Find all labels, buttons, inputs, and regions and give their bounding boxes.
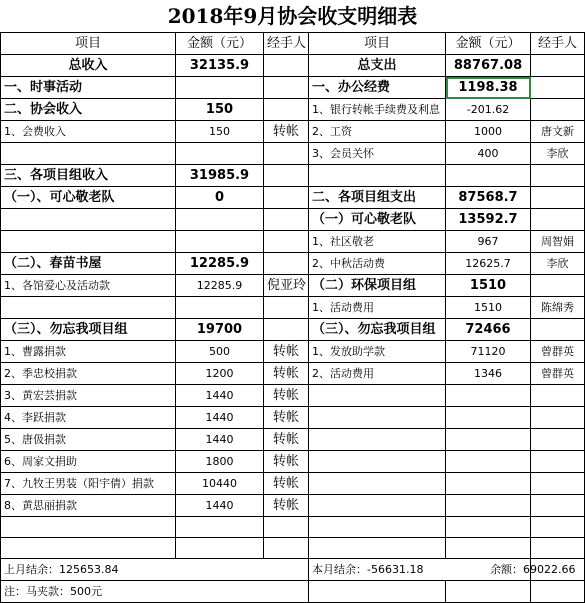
table-cell[interactable]: 1、各馆爱心及活动款 (1, 275, 176, 297)
table-cell[interactable]: 1、活动费用 (309, 297, 446, 319)
table-cell[interactable]: 6、周家文捐助 (1, 451, 176, 473)
empty-cell[interactable] (446, 538, 531, 559)
empty-cell[interactable] (531, 538, 585, 559)
note-row (1, 581, 585, 603)
empty-cell[interactable] (264, 297, 309, 319)
table-cell[interactable]: （二）、春苗书屋 (1, 253, 176, 275)
table-cell[interactable]: 1510 (446, 297, 531, 319)
empty-cell[interactable] (531, 55, 585, 77)
table-row (1, 77, 585, 99)
table-cell[interactable]: 2、季忠校捐款 (1, 363, 176, 385)
empty-cell[interactable] (264, 517, 309, 538)
table-cell[interactable]: （二）环保项目组 (309, 275, 446, 297)
empty-cell[interactable] (1, 231, 176, 253)
table-cell[interactable]: 12625.7 (446, 253, 531, 275)
table-cell[interactable]: 二、协会收入 (1, 99, 176, 121)
table-row (1, 407, 585, 429)
header-row (1, 33, 585, 55)
header-cell[interactable]: 经手人 (264, 33, 309, 55)
table-cell[interactable]: 71120 (446, 341, 531, 363)
table-cell[interactable]: 转帐 (264, 473, 309, 495)
empty-cell[interactable] (309, 581, 446, 603)
table-cell[interactable]: 总收入 (1, 55, 176, 77)
note-cell[interactable]: 注：马夹款：500元 (1, 581, 309, 603)
empty-cell[interactable] (531, 99, 585, 121)
empty-cell[interactable] (309, 407, 446, 429)
header-cell[interactable]: 项目 (1, 33, 176, 55)
table-cell[interactable]: 转帐 (264, 407, 309, 429)
empty-cell[interactable] (176, 538, 264, 559)
table-cell[interactable]: 1510 (446, 275, 531, 297)
table-cell[interactable]: 1200 (176, 363, 264, 385)
table-cell[interactable]: 1、会费收入 (1, 121, 176, 143)
empty-cell[interactable] (264, 55, 309, 77)
table-row (1, 473, 585, 495)
table-cell[interactable]: 1、发放助学款 (309, 341, 446, 363)
table-cell[interactable]: 1、银行转帐手续费及利息 (309, 99, 446, 121)
table-row (1, 297, 585, 319)
empty-cell[interactable] (264, 165, 309, 187)
empty-cell[interactable] (446, 407, 531, 429)
table-cell[interactable]: 72466 (446, 319, 531, 341)
header-cell[interactable]: 项目 (309, 33, 446, 55)
empty-cell[interactable] (264, 143, 309, 165)
table-cell[interactable]: 1800 (176, 451, 264, 473)
empty-cell[interactable] (309, 538, 446, 559)
table-cell[interactable]: 曾群英 (531, 341, 585, 363)
empty-cell[interactable] (446, 581, 531, 603)
table-cell[interactable]: 1、社区敬老 (309, 231, 446, 253)
table-cell[interactable]: 李欣 (531, 143, 585, 165)
table-cell[interactable]: 1440 (176, 385, 264, 407)
table-row (1, 517, 585, 538)
table-row (1, 451, 585, 473)
empty-cell[interactable] (446, 495, 531, 517)
table-cell[interactable]: 12285.9 (176, 275, 264, 297)
empty-cell[interactable] (531, 495, 585, 517)
empty-cell[interactable] (309, 517, 446, 538)
empty-cell[interactable] (446, 517, 531, 538)
empty-cell[interactable] (264, 253, 309, 275)
empty-cell[interactable] (446, 429, 531, 451)
table-cell[interactable]: 19700 (176, 319, 264, 341)
table-cell[interactable]: 转帐 (264, 385, 309, 407)
table-row (1, 341, 585, 363)
empty-cell[interactable] (176, 77, 264, 99)
table-cell[interactable]: 转帐 (264, 341, 309, 363)
table-cell[interactable]: 周智娟 (531, 231, 585, 253)
empty-cell[interactable] (264, 187, 309, 209)
empty-cell[interactable] (531, 451, 585, 473)
table-cell[interactable]: 倪亚玲 (264, 275, 309, 297)
table-cell[interactable]: 转帐 (264, 429, 309, 451)
empty-cell[interactable] (309, 473, 446, 495)
table-cell[interactable]: 967 (446, 231, 531, 253)
empty-cell[interactable] (1, 517, 176, 538)
empty-cell[interactable] (1, 538, 176, 559)
empty-cell[interactable] (531, 187, 585, 209)
table-row (1, 538, 585, 559)
empty-cell[interactable] (309, 165, 446, 187)
empty-cell[interactable] (531, 407, 585, 429)
table-row (1, 429, 585, 451)
table-cell[interactable]: 转帐 (264, 451, 309, 473)
table-cell[interactable]: 唐文新 (531, 121, 585, 143)
table-cell[interactable]: 5、唐伋捐款 (1, 429, 176, 451)
table-cell[interactable]: 31985.9 (176, 165, 264, 187)
selected-cell[interactable]: 1198.38 (446, 77, 531, 99)
table-cell[interactable]: 8、黄思丽捐款 (1, 495, 176, 517)
this-month-balance-label: 本月结余：-56631.18 (312, 563, 424, 576)
table-cell[interactable]: 88767.08 (446, 55, 531, 77)
empty-cell[interactable] (309, 429, 446, 451)
table-cell[interactable]: 13592.7 (446, 209, 531, 231)
empty-cell[interactable] (531, 517, 585, 538)
table-cell[interactable]: 1000 (446, 121, 531, 143)
table-cell[interactable]: 4、李跃捐款 (1, 407, 176, 429)
table-cell[interactable]: 10440 (176, 473, 264, 495)
empty-cell[interactable] (309, 495, 446, 517)
empty-cell[interactable] (176, 297, 264, 319)
empty-cell[interactable] (176, 231, 264, 253)
table-cell[interactable]: 150 (176, 121, 264, 143)
empty-cell[interactable] (264, 99, 309, 121)
table-cell[interactable]: 87568.7 (446, 187, 531, 209)
empty-cell[interactable] (531, 165, 585, 187)
table-row (1, 209, 585, 231)
table-cell[interactable]: 1440 (176, 429, 264, 451)
empty-cell[interactable] (531, 385, 585, 407)
table-cell[interactable]: 李欣 (531, 253, 585, 275)
table-cell[interactable]: 陈绵秀 (531, 297, 585, 319)
header-cell[interactable]: 经手人 (531, 33, 585, 55)
table-cell[interactable]: 一、时事活动 (1, 77, 176, 99)
empty-cell[interactable] (264, 209, 309, 231)
table-cell[interactable]: 2、活动费用 (309, 363, 446, 385)
empty-cell[interactable] (1, 143, 176, 165)
footer-row (1, 559, 585, 581)
empty-cell[interactable] (176, 143, 264, 165)
table-row (1, 275, 585, 297)
empty-cell[interactable] (531, 77, 585, 99)
table-cell[interactable]: 1440 (176, 407, 264, 429)
table-row (1, 253, 585, 275)
sheet-title: 2018年9月协会收支明细表 (167, 4, 418, 28)
remaining-balance: 余额：69022.66 (490, 563, 576, 576)
table-cell[interactable]: 0 (176, 187, 264, 209)
table-cell[interactable]: （一）、可心敬老队 (1, 187, 176, 209)
table-row (1, 99, 585, 121)
table-cell[interactable]: 150 (176, 99, 264, 121)
empty-cell[interactable] (446, 385, 531, 407)
empty-cell[interactable] (1, 297, 176, 319)
empty-cell[interactable] (309, 385, 446, 407)
table-row (1, 319, 585, 341)
empty-cell[interactable] (264, 538, 309, 559)
empty-cell[interactable] (531, 473, 585, 495)
ledger-table (0, 32, 585, 603)
empty-cell[interactable] (531, 209, 585, 231)
table-cell[interactable]: 400 (446, 143, 531, 165)
table-row (1, 165, 585, 187)
table-row (1, 187, 585, 209)
empty-cell[interactable] (446, 473, 531, 495)
table-cell[interactable]: 500 (176, 341, 264, 363)
remaining-balance-cell[interactable] (490, 559, 585, 581)
table-row (1, 495, 585, 517)
table-cell[interactable]: 1、曹露捐款 (1, 341, 176, 363)
table-cell[interactable]: 转帐 (264, 363, 309, 385)
table-cell[interactable]: 三、各项目组收入 (1, 165, 176, 187)
table-cell[interactable]: 3、黄宏芸捐款 (1, 385, 176, 407)
header-cell[interactable]: 金额（元） (176, 33, 264, 55)
table-cell[interactable]: 转帐 (264, 121, 309, 143)
table-cell[interactable]: 转帐 (264, 495, 309, 517)
empty-cell[interactable] (531, 581, 585, 603)
table-cell[interactable]: 1440 (176, 495, 264, 517)
table-cell[interactable]: 1346 (446, 363, 531, 385)
table-row (1, 363, 585, 385)
table-row (1, 55, 585, 77)
empty-cell[interactable] (446, 165, 531, 187)
table-cell[interactable]: （三）、勿忘我项目组 (1, 319, 176, 341)
table-cell[interactable]: 32135.9 (176, 55, 264, 77)
empty-cell[interactable] (264, 77, 309, 99)
table-cell[interactable]: 3、会员关怀 (309, 143, 446, 165)
empty-cell[interactable] (531, 319, 585, 341)
last-month-balance[interactable]: 上月结余：125653.84 (1, 559, 309, 581)
empty-cell[interactable] (446, 451, 531, 473)
table-cell[interactable]: 2、工资 (309, 121, 446, 143)
table-cell[interactable]: 二、各项目组支出 (309, 187, 446, 209)
table-cell[interactable]: 一、办公经费 (309, 77, 446, 99)
empty-cell[interactable] (264, 319, 309, 341)
empty-cell[interactable] (176, 517, 264, 538)
empty-cell[interactable] (176, 209, 264, 231)
empty-cell[interactable] (1, 209, 176, 231)
empty-cell[interactable] (309, 451, 446, 473)
empty-cell[interactable] (264, 231, 309, 253)
table-cell[interactable]: （三）、勿忘我项目组 (309, 319, 446, 341)
table-cell[interactable]: 2、中秋活动费 (309, 253, 446, 275)
table-cell[interactable]: -201.62 (446, 99, 531, 121)
table-row (1, 231, 585, 253)
table-row (1, 121, 585, 143)
table-row (1, 385, 585, 407)
table-cell[interactable]: 7、九牧王男装（阳宇倩）捐款 (1, 473, 176, 495)
table-cell[interactable]: 12285.9 (176, 253, 264, 275)
empty-cell[interactable] (531, 429, 585, 451)
table-cell[interactable]: （一）可心敬老队 (309, 209, 446, 231)
table-cell[interactable]: 曾群英 (531, 363, 585, 385)
table-cell[interactable]: 总支出 (309, 55, 446, 77)
empty-cell[interactable] (531, 275, 585, 297)
header-cell[interactable]: 金额（元） (446, 33, 531, 55)
table-row (1, 143, 585, 165)
